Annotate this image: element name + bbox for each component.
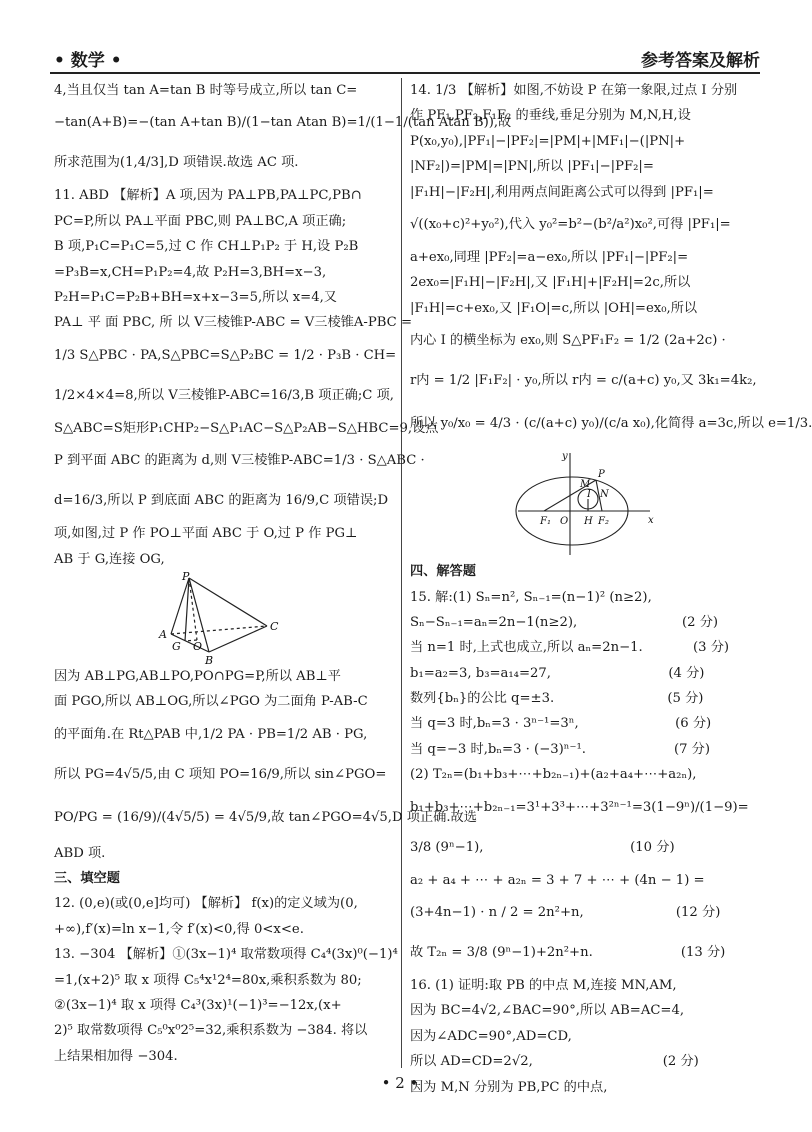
ellipse-label-p: P: [598, 469, 605, 481]
text-line: 当 q=3 时,bₙ=3 · 3ⁿ⁻¹=3ⁿ, (6 分): [410, 716, 712, 732]
text-line: 作 PF₁,PF₂,F₁F₂ 的垂线,垂足分别为 M,N,H,设: [410, 108, 691, 124]
ellipse-label-y: y: [562, 451, 568, 463]
ellipse-label-n: N: [600, 489, 609, 501]
text-line: |F₁H|−|F₂H|,利用两点间距离公式可以得到 |PF₁|=: [410, 184, 714, 200]
ellipse-label-f2: F₂: [598, 516, 609, 528]
text-line: (2) T₂ₙ=(b₁+b₃+⋯+b₂ₙ₋₁)+(a₂+a₄+⋯+a₂ₙ),: [410, 767, 697, 783]
text-line: 项,如图,过 P 作 PO⊥平面 ABC 于 O,过 P 作 PG⊥: [54, 526, 358, 542]
text-line: 2ex₀=|F₁H|−|F₂H|,又 |F₁H|+|F₂H|=2c,所以: [410, 275, 691, 291]
page-header: [54, 46, 760, 70]
pyramid-label-a: A: [159, 627, 167, 641]
right-column: [410, 78, 812, 1100]
text-line: |F₁H|=c+ex₀,又 |F₁O|=c,所以 |OH|=ex₀,所以: [410, 300, 698, 316]
ellipse-label-i: I: [587, 489, 591, 501]
ellipse-label-x: x: [648, 515, 654, 527]
pyramid-label-o: O: [193, 639, 203, 653]
text-line: ②(3x−1)⁴ 取 x 项得 C₄³(3x)¹(−1)³=−12x,(x+: [54, 998, 342, 1014]
text-line: P 到平面 ABC 的距离为 d,则 V三棱锥P-ABC=1/3 · S△ABC ·: [54, 453, 425, 469]
text-line: 当 q=−3 时,bₙ=3 · (−3)ⁿ⁻¹. (7 分): [410, 741, 711, 757]
section-title: 参考答案及解析: [641, 51, 760, 71]
header-rule: [50, 72, 760, 74]
text-line: 1/2×4×4=8,所以 V三棱锥P-ABC=16/3,B 项正确;C 项,: [54, 387, 394, 403]
text-line: 的平面角.在 Rt△PAB 中,1/2 PA · PB=1/2 AB · PG,: [54, 726, 368, 742]
page-number: • 2 •: [381, 1074, 419, 1092]
pyramid-figure: [149, 569, 299, 667]
text-line: b₁+b₃+⋯+b₂ₙ₋₁=3¹+3³+⋯+3²ⁿ⁻¹=3(1−9ⁿ)/(1−9)=: [410, 799, 749, 815]
pyramid-label-c: C: [270, 619, 279, 633]
text-line: 内心 I 的横坐标为 ex₀,则 S△PF₁F₂ = 1/2 (2a+2c) ·: [410, 333, 726, 349]
text-line: 13. −304 【解析】①(3x−1)⁴ 取常数项得 C₄⁴(3x)⁰(−1)⁴: [54, 947, 398, 963]
text-line: a₂ + a₄ + ⋯ + a₂ₙ = 3 + 7 + ⋯ + (4n − 1) =: [410, 872, 705, 888]
text-line: 因为 BC=4√2,∠BAC=90°,所以 AB=AC=4,: [410, 1003, 685, 1019]
text-line: Sₙ−Sₙ₋₁=aₙ=2n−1(n≥2), (2 分): [410, 614, 719, 630]
text-line: 上结果相加得 −304.: [54, 1048, 178, 1064]
text-line: P(x₀,y₀),|PF₁|−|PF₂|=|PM|+|MF₁|−(|PN|+: [410, 133, 686, 149]
ellipse-label-m: M: [580, 479, 591, 491]
text-line: 面 PGO,所以 AB⊥OG,所以∠PGO 为二面角 P-AB-C: [54, 694, 368, 710]
text-line: √((x₀+c)²+y₀²),代入 y₀²=b²−(b²/a²)x₀²,可得 |PF₁|=: [410, 216, 731, 232]
text-line: a+ex₀,同理 |PF₂|=a−ex₀,所以 |PF₁|−|PF₂|=: [410, 249, 689, 265]
text-line: PA⊥ 平 面 PBC, 所 以 V三棱锥P-ABC = V三棱锥A-PBC =: [54, 315, 412, 331]
text-line: 故 T₂ₙ = 3/8 (9ⁿ−1)+2n²+n. (13 分): [410, 945, 726, 961]
text-line: 11. ABD 【解析】A 项,因为 PA⊥PB,PA⊥PC,PB∩: [54, 188, 362, 204]
section-heading: 三、填空题: [54, 871, 120, 887]
pyramid-label-g: G: [172, 639, 181, 653]
ellipse-figure: [510, 447, 660, 559]
text-line: 2)⁵ 取常数项得 C₅⁰x⁰2⁵=32,乘积系数为 −384. 将以: [54, 1023, 368, 1039]
text-line: B 项,P₁C=P₁C=5,过 C 作 CH⊥P₁P₂ 于 H,设 P₂B: [54, 239, 359, 255]
text-line: 1/3 S△PBC · PA,S△PBC=S△P₂BC = 1/2 · P₃B · CH=: [54, 347, 397, 363]
text-line: d=16/3,所以 P 到底面 ABC 的距离为 16/9,C 项错误;D: [54, 493, 389, 509]
text-line: 15. 解:(1) Sₙ=n², Sₙ₋₁=(n−1)² (n≥2),: [410, 589, 652, 605]
text-line: PC=P,所以 PA⊥平面 PBC,则 PA⊥BC,A 项正确;: [54, 213, 347, 229]
text-line: 所以 PG=4√5/5,由 C 项知 PO=16/9,所以 sin∠PGO=: [54, 766, 387, 782]
text-line: r内 = 1/2 |F₁F₂| · y₀,所以 r内 = c/(a+c) y₀,又 3k₁=4k₂,: [410, 373, 757, 389]
pyramid-label-b: B: [205, 653, 214, 667]
text-line: 所以 AD=CD=2√2, (2 分): [410, 1054, 699, 1070]
text-line: AB 于 G,连接 OG,: [54, 551, 165, 567]
text-line: 4,当且仅当 tan A=tan B 时等号成立,所以 tan C=: [54, 83, 358, 98]
text-line: 所以 y₀/x₀ = 4/3 · (c/(a+c) y₀)/(c/a x₀),化简得 a=3c,所以 e=1/3.: [410, 416, 812, 432]
text-line: (3+4n−1) · n / 2 = 2n²+n, (12 分): [410, 905, 721, 921]
text-line: 3/8 (9ⁿ−1), (10 分): [410, 839, 675, 855]
text-line: 数列{bₙ}的公比 q=±3. (5 分): [410, 691, 704, 707]
ellipse-label-h: H: [584, 516, 593, 528]
text-line: ABD 项.: [54, 845, 106, 861]
text-line: 14. 1/3 【解析】如图,不妨设 P 在第一象限,过点 I 分别: [410, 83, 738, 98]
text-line: +∞),f′(x)=ln x−1,令 f′(x)<0,得 0<x<e.: [54, 921, 304, 937]
text-line: 16. (1) 证明:取 PB 的中点 M,连接 MN,AM,: [410, 978, 677, 994]
text-line: 所求范围为(1,4/3],D 项错误.故选 AC 项.: [54, 155, 299, 171]
text-line: 当 n=1 时,上式也成立,所以 aₙ=2n−1. (3 分): [410, 640, 730, 656]
text-line: b₁=a₂=3, b₃=a₁₄=27, (4 分): [410, 665, 705, 681]
text-line: 因为 M,N 分别为 PB,PC 的中点,: [410, 1079, 608, 1095]
text-line: S△ABC=S矩形P₁CHP₂−S△P₁AC−S△P₂AB−S△HBC=9,设点: [54, 420, 439, 436]
text-line: 12. (0,e)(或(0,e]均可) 【解析】 f(x)的定义域为(0,: [54, 896, 358, 912]
column-divider: [401, 78, 402, 1068]
text-line: =1,(x+2)⁵ 取 x 项得 C₅⁴x¹2⁴=80x,乘积系数为 80;: [54, 972, 362, 988]
section-heading: 四、解答题: [410, 564, 476, 580]
text-line: |NF₂|)=|PM|=|PN|,所以 |PF₁|−|PF₂|=: [410, 159, 654, 175]
ellipse-label-o: O: [560, 516, 569, 528]
ellipse-label-f1: F₁: [540, 516, 551, 528]
text-line: −tan(A+B)=−(tan A+tan B)/(1−tan Atan B)=1/(1−1/(tan Atan B)),故: [54, 115, 512, 131]
text-line: P₂H=P₁C=P₂B+BH=x+x−3=5,所以 x=4,又: [54, 289, 337, 305]
pyramid-label-p: P: [182, 569, 190, 583]
text-line: 因为 AB⊥PG,AB⊥PO,PO∩PG=P,所以 AB⊥平: [54, 668, 341, 684]
text-line: 因为∠ADC=90°,AD=CD,: [410, 1028, 572, 1044]
text-line: =P₃B=x,CH=P₁P₂=4,故 P₂H=3,BH=x−3,: [54, 264, 327, 280]
text-line: PO/PG = (16/9)/(4√5/5) = 4√5/9,故 tan∠PGO=4√5,D 项正确.故选: [54, 809, 477, 825]
subject-label: • 数学 •: [54, 51, 122, 71]
